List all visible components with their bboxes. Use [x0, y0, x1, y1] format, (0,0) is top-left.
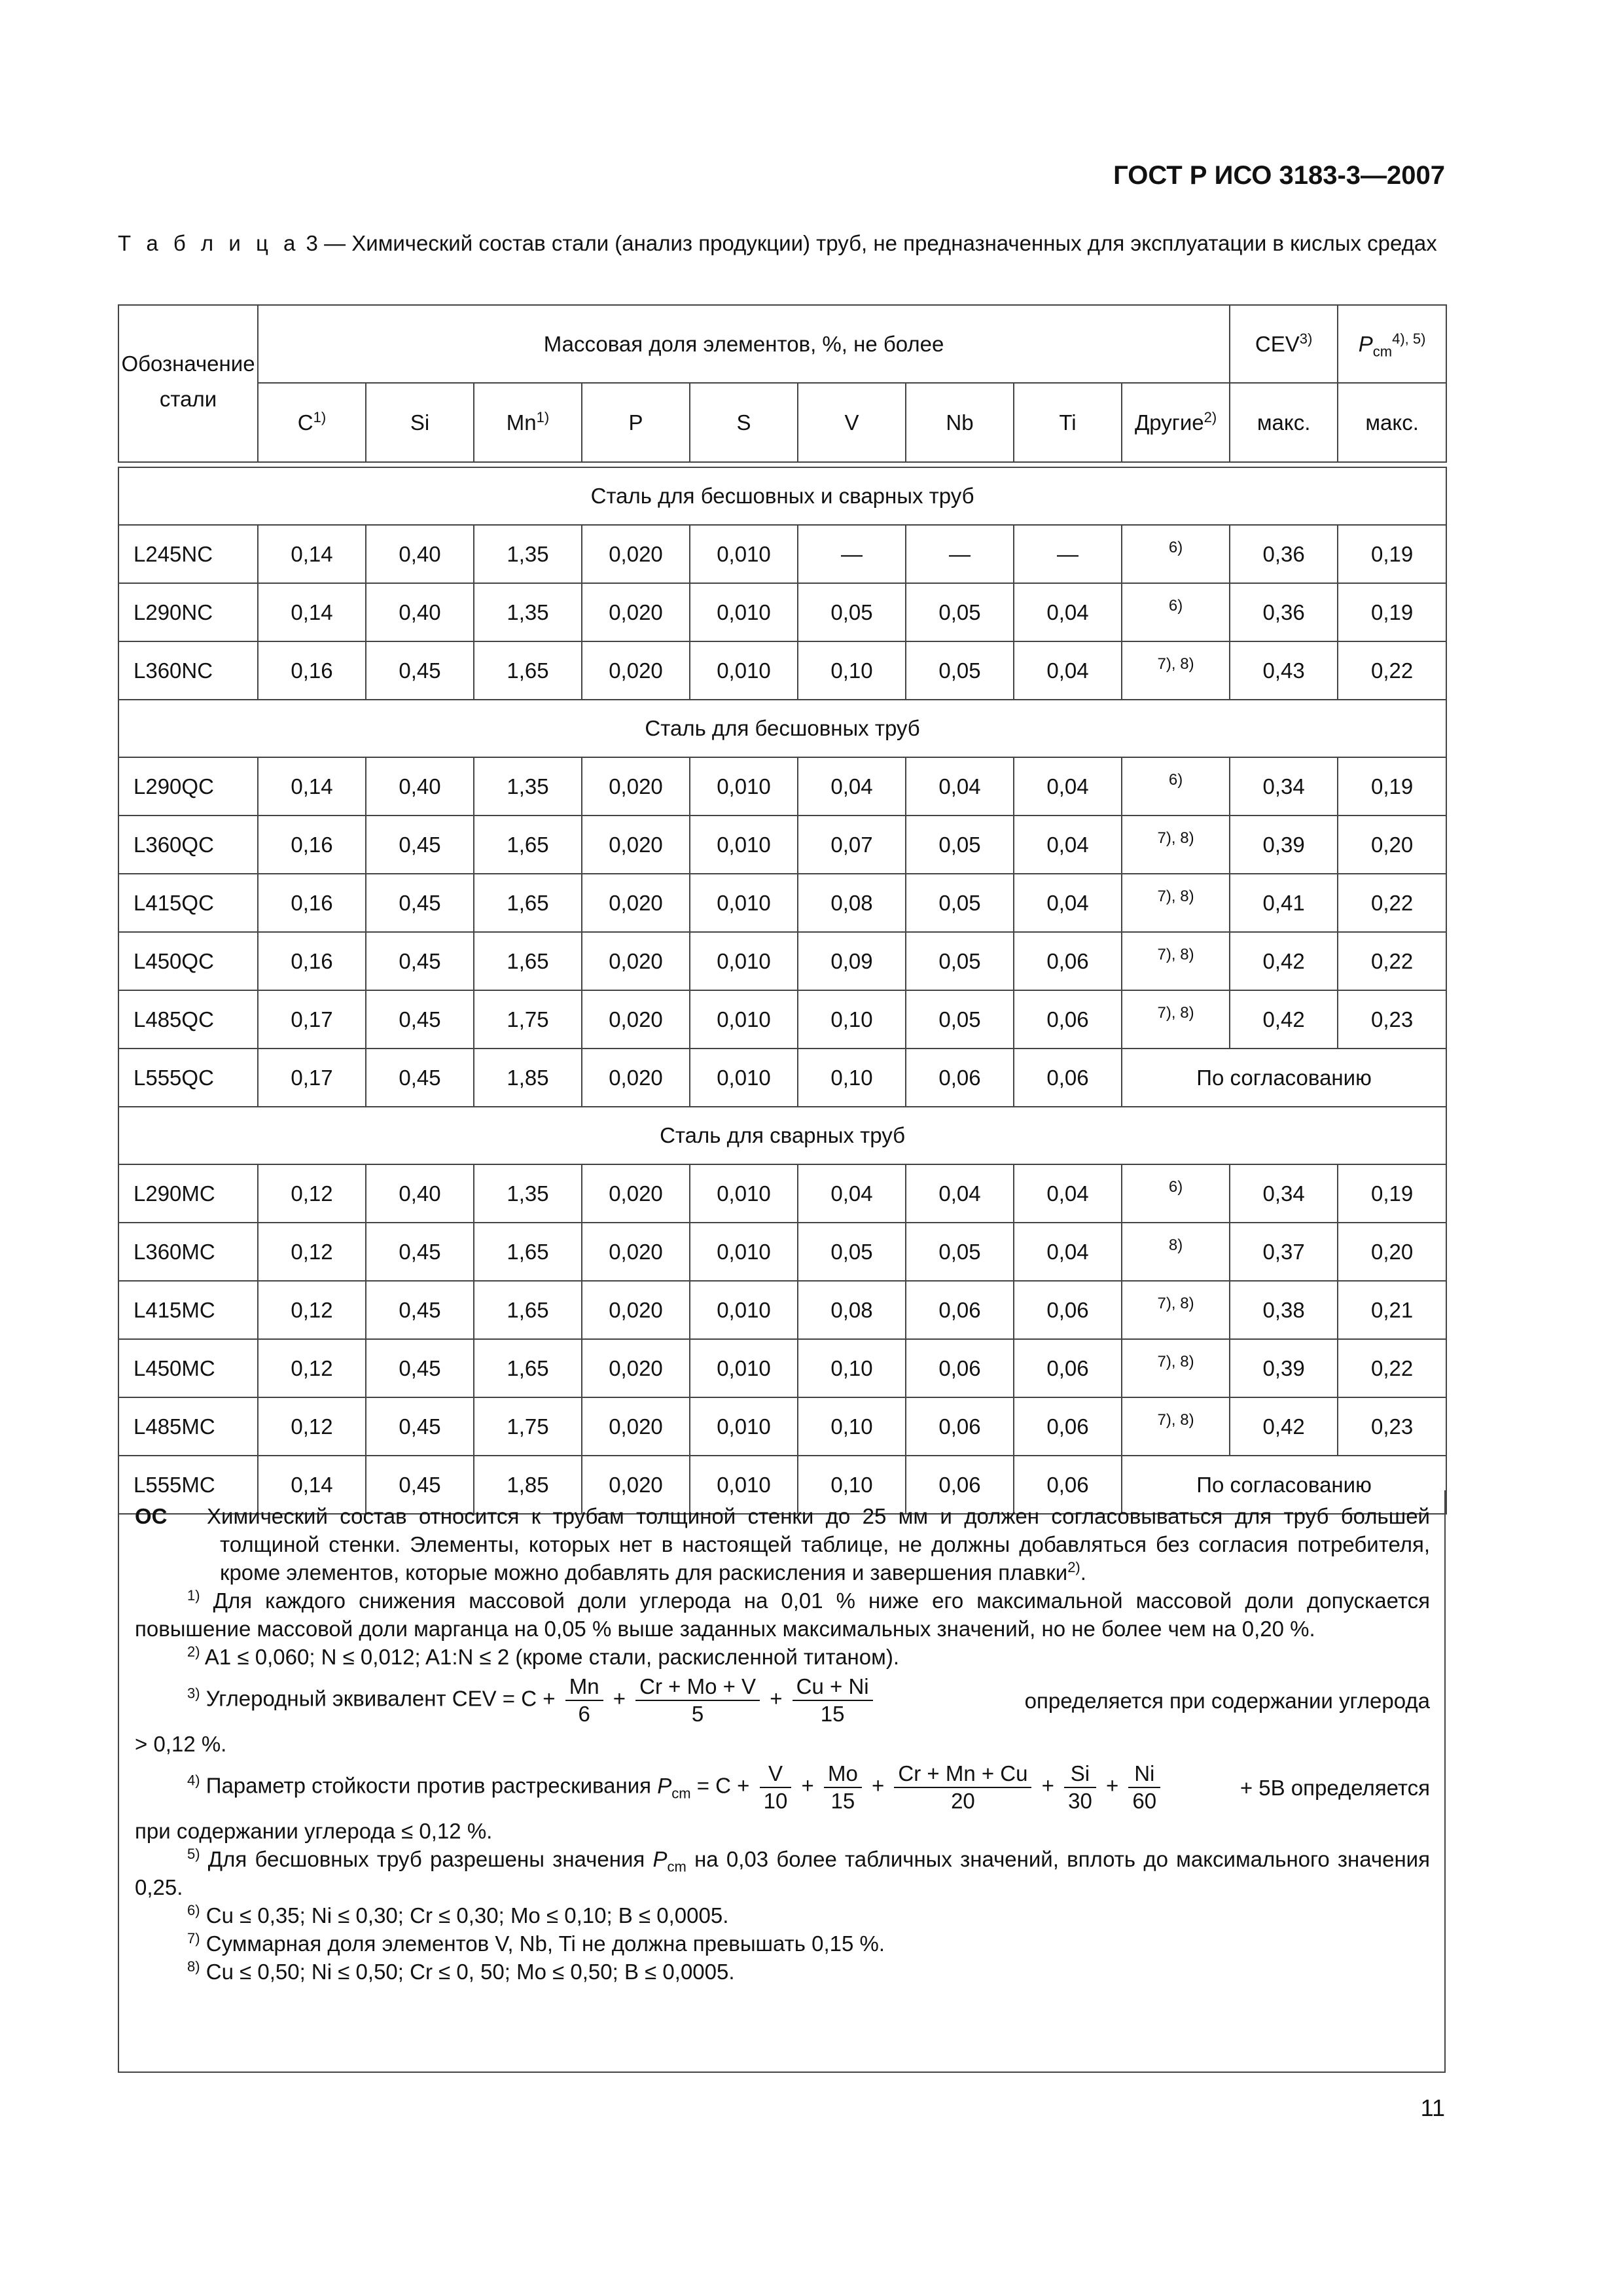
table-caption — [118, 229, 1445, 257]
footnote-8: $^{8)}$ Cu ≤ 0,50; Ni ≤ 0,50; Cr ≤ 0, 50; Mo ≤ 0,50; B ≤ 0,0005. — [187, 1958, 735, 1984]
cell-nb: 0,05 — [906, 874, 1014, 932]
fraction: $\frac{Cr + Mn + Cu}{20}$ — [894, 1761, 1031, 1814]
table-row — [118, 932, 1446, 990]
cell-ti: 0,04 — [1014, 757, 1122, 816]
section-row — [118, 1107, 1446, 1164]
cell-cev: 0,41 — [1230, 874, 1338, 932]
cell-ti: 0,06 — [1014, 932, 1122, 990]
cell-v: 0,10 — [798, 1049, 906, 1107]
cell-si: 0,45 — [366, 1223, 474, 1281]
cell-mn: 1,75 — [474, 990, 582, 1049]
table-row — [118, 1049, 1446, 1107]
header-element: V — [798, 383, 906, 462]
cell-pcm: 0,19 — [1338, 757, 1446, 816]
fraction: $\frac{Mo}{15}$ — [824, 1761, 862, 1814]
cell-ti: 0,06 — [1014, 1397, 1122, 1456]
cell-s: 0,010 — [690, 525, 798, 583]
cell-mn: 1,35 — [474, 525, 582, 583]
composition-table — [118, 304, 1447, 1515]
cell-pcm: 0,19 — [1338, 1164, 1446, 1223]
steel-designation: L290QC — [118, 757, 258, 816]
cell-v: — — [798, 525, 906, 583]
cell-c: 0,14 — [258, 1456, 366, 1514]
cell-other — [1122, 757, 1230, 816]
header-element: Si — [366, 383, 474, 462]
cell-s: 0,010 — [690, 816, 798, 874]
fraction: $\frac{Mn}{6}$ — [565, 1674, 603, 1727]
steel-designation: L290MC — [118, 1164, 258, 1223]
table-row — [118, 757, 1446, 816]
steel-designation: L360QC — [118, 816, 258, 874]
cell-nb: 0,06 — [906, 1339, 1014, 1397]
cell-mn: 1,65 — [474, 1339, 582, 1397]
section-title: Сталь для сварных труб — [118, 1107, 1446, 1164]
separator-cell — [118, 462, 1446, 467]
cell-other-footnote: 6) — [1168, 1178, 1183, 1196]
cell-cev: 0,38 — [1230, 1281, 1338, 1339]
cell-p: 0,020 — [582, 525, 690, 583]
cell-si: 0,40 — [366, 525, 474, 583]
cell-c: 0,12 — [258, 1339, 366, 1397]
cell-c: 0,16 — [258, 641, 366, 700]
steel-designation: L415QC — [118, 874, 258, 932]
cell-v: 0,10 — [798, 990, 906, 1049]
cell-mn: 1,65 — [474, 1223, 582, 1281]
table-row — [118, 525, 1446, 583]
cell-si: 0,45 — [366, 641, 474, 700]
cell-v: 0,10 — [798, 1339, 906, 1397]
cell-other-footnote: 6) — [1168, 771, 1183, 789]
cell-nb: 0,05 — [906, 932, 1014, 990]
cell-p: 0,020 — [582, 641, 690, 700]
table-notes — [118, 1490, 1446, 2073]
cell-p: 0,020 — [582, 1049, 690, 1107]
cell-ti: 0,06 — [1014, 1281, 1122, 1339]
cell-ti: — — [1014, 525, 1122, 583]
cell-cev: 0,36 — [1230, 583, 1338, 641]
cell-si: 0,45 — [366, 816, 474, 874]
footnote-2: $^{2)}$ A1 ≤ 0,060; N ≤ 0,012; A1:N ≤ 2 (кроме стали, раскисленной титаном). — [187, 1643, 899, 1669]
cell-mn: 1,65 — [474, 816, 582, 874]
cell-s: 0,010 — [690, 1223, 798, 1281]
steel-designation: L485QC — [118, 990, 258, 1049]
cell-mn: 1,35 — [474, 757, 582, 816]
cell-ti: 0,06 — [1014, 1339, 1122, 1397]
steel-designation: L555MC — [118, 1456, 258, 1514]
fraction: $\frac{Cr + Mo + V}{5}$ — [635, 1674, 760, 1727]
cell-p: 0,020 — [582, 1397, 690, 1456]
cell-mn: 1,65 — [474, 1281, 582, 1339]
cell-p: 0,020 — [582, 874, 690, 932]
cell-nb: 0,04 — [906, 1164, 1014, 1223]
cell-si: 0,40 — [366, 757, 474, 816]
header-element: Mn$^{1)}$ — [474, 383, 582, 462]
cell-pcm: 0,22 — [1338, 874, 1446, 932]
fraction: $\frac{Cu + Ni}{15}$ — [793, 1674, 873, 1727]
cell-c: 0,12 — [258, 1223, 366, 1281]
cell-other-footnote: 8) — [1168, 1236, 1183, 1254]
cell-si: 0,45 — [366, 1339, 474, 1397]
steel-designation: L555QC — [118, 1049, 258, 1107]
table-row — [118, 1223, 1446, 1281]
cell-cev: 0,39 — [1230, 1339, 1338, 1397]
cell-ti: 0,06 — [1014, 1049, 1122, 1107]
header-separator — [118, 462, 1446, 467]
cell-nb: 0,06 — [906, 1049, 1014, 1107]
cell-mn: 1,35 — [474, 583, 582, 641]
cell-cev: 0,42 — [1230, 932, 1338, 990]
caption-number: 3 — [306, 231, 318, 255]
cell-other — [1122, 990, 1230, 1049]
cell-s: 0,010 — [690, 932, 798, 990]
cell-si: 0,45 — [366, 932, 474, 990]
cell-si: 0,45 — [366, 874, 474, 932]
cell-nb: 0,05 — [906, 990, 1014, 1049]
cell-mn: 1,85 — [474, 1049, 582, 1107]
header-max-cev: макс. — [1230, 383, 1338, 462]
cell-c: 0,16 — [258, 874, 366, 932]
cell-nb: 0,05 — [906, 583, 1014, 641]
table-row — [118, 874, 1446, 932]
cell-cev: 0,37 — [1230, 1223, 1338, 1281]
cell-mn: 1,65 — [474, 932, 582, 990]
fraction: $\frac{V}{10}$ — [760, 1761, 792, 1814]
cell-p: 0,020 — [582, 1281, 690, 1339]
cell-si: 0,40 — [366, 583, 474, 641]
header-element: Ti — [1014, 383, 1122, 462]
cell-ti: 0,04 — [1014, 1223, 1122, 1281]
steel-designation: L360MC — [118, 1223, 258, 1281]
table-row — [118, 583, 1446, 641]
steel-designation: L290NC — [118, 583, 258, 641]
header-element: P — [582, 383, 690, 462]
cell-cev: 0,42 — [1230, 990, 1338, 1049]
footnote-4: $^{4)}$ Параметр стойкости против растрескивания $P_{cm} = C$ + $\frac{V}{10}$ + $\frac{Mo}{15}$ + $\frac{Cr + Mn + Cu}{20}$ + $\frac{Si}{30}$ + $\frac{Ni}{60}$ + 5B определяется — [187, 1761, 1430, 1813]
steel-designation: L450MC — [118, 1339, 258, 1397]
header-pcm: $P_{cm}^{4), 5)}$ — [1338, 305, 1446, 383]
cell-p: 0,020 — [582, 1223, 690, 1281]
cell-by-agreement: По согласованию — [1122, 1456, 1446, 1514]
fraction: $\frac{Si}{30}$ — [1064, 1761, 1096, 1814]
cell-cev: 0,34 — [1230, 757, 1338, 816]
cell-other-footnote: 7), 8) — [1157, 829, 1194, 847]
header-designation: Обозначение стали — [118, 305, 258, 462]
cell-mn: 1,65 — [474, 874, 582, 932]
footnote-7: $^{7)}$ Суммарная доля элементов V, Nb, Ti не должна превышать 0,15 %. — [187, 1930, 885, 1956]
header-element: Nb — [906, 383, 1014, 462]
cell-other — [1122, 816, 1230, 874]
cell-s: 0,010 — [690, 641, 798, 700]
cell-other-footnote: 7), 8) — [1157, 1295, 1194, 1312]
steel-designation: L450QC — [118, 932, 258, 990]
cell-nb: 0,04 — [906, 757, 1014, 816]
header-max-pcm: макс. — [1338, 383, 1446, 462]
cell-si: 0,40 — [366, 1164, 474, 1223]
table-row — [118, 1339, 1446, 1397]
steel-designation: L415MC — [118, 1281, 258, 1339]
cell-v: 0,10 — [798, 1456, 906, 1514]
table-row — [118, 1397, 1446, 1456]
cell-si: 0,45 — [366, 1456, 474, 1514]
footnote-1: $^{1)}$ Для каждого снижения массовой доли углерода на 0,01 % ниже его максимальной массовой доли допускается повышение массовой доли марганца на 0,05 % выше заданных максимальных значений, но не более чем на 0,20 %. — [135, 1587, 1430, 1641]
cell-pcm: 0,19 — [1338, 583, 1446, 641]
cell-p: 0,020 — [582, 757, 690, 816]
cell-s: 0,010 — [690, 1456, 798, 1514]
header-element: S — [690, 383, 798, 462]
cell-cev: 0,43 — [1230, 641, 1338, 700]
cell-pcm: 0,20 — [1338, 1223, 1446, 1281]
cell-s: 0,010 — [690, 990, 798, 1049]
cell-pcm: 0,23 — [1338, 990, 1446, 1049]
steel-designation: L245NC — [118, 525, 258, 583]
document-code: ГОСТ Р ИСО 3183-3—2007 — [1113, 161, 1445, 190]
cell-nb: 0,05 — [906, 1223, 1014, 1281]
cell-other — [1122, 874, 1230, 932]
cell-other-footnote: 7), 8) — [1157, 946, 1194, 963]
cell-si: 0,45 — [366, 1281, 474, 1339]
cell-s: 0,010 — [690, 874, 798, 932]
cell-nb: 0,05 — [906, 816, 1014, 874]
cell-other — [1122, 1223, 1230, 1281]
cell-v: 0,08 — [798, 1281, 906, 1339]
cell-ti: 0,06 — [1014, 990, 1122, 1049]
caption-text: — Химический состав стали (анализ продукции) труб, не предназначенных для эксплуатации в кислых средах — [317, 231, 1437, 255]
cell-p: 0,020 — [582, 990, 690, 1049]
cell-pcm: 0,22 — [1338, 932, 1446, 990]
cell-p: 0,020 — [582, 1339, 690, 1397]
cell-c: 0,14 — [258, 525, 366, 583]
footnote-3: $^{3)}$ Углеродный эквивалент CEV = C + $\frac{Mn}{6}$ + $\frac{Cr + Mo + V}{5}$ + $\frac{Cu + Ni}{15}$ определяется при содержании углерода — [187, 1674, 1430, 1726]
footnote-5: $^{5)}$ Для бесшовных труб разрешены значения $P_{cm}$ на 0,03 более табличных значений, вплоть до максимального значения 0,25. — [135, 1846, 1430, 1899]
cell-pcm: 0,22 — [1338, 1339, 1446, 1397]
cell-cev: 0,39 — [1230, 816, 1338, 874]
cell-c: 0,16 — [258, 816, 366, 874]
steel-designation: L485MC — [118, 1397, 258, 1456]
footnote-3-tail: > 0,12 %. — [135, 1732, 227, 1756]
table-row — [118, 1164, 1446, 1223]
cell-pcm: 0,23 — [1338, 1397, 1446, 1456]
footnote-6: $^{6)}$ Cu ≤ 0,35; Ni ≤ 0,30; Cr ≤ 0,30; Mo ≤ 0,10; B ≤ 0,0005. — [187, 1902, 729, 1928]
note-oc: ОС Химический состав относится к трубам толщиной стенки до 25 мм и должен согласовываться для труб большей толщиной стенки. Элементы, которых нет в настоящей таблице, не должны добавляться без согласия потребителя, кроме элементов, которые можно добавлять для раскисления и завершения плавки$^{2)}$. — [135, 1502, 1430, 1587]
cell-other-footnote: 7), 8) — [1157, 888, 1194, 905]
section-row — [118, 467, 1446, 525]
page-number: 11 — [1420, 2094, 1445, 2121]
cell-s: 0,010 — [690, 1339, 798, 1397]
cell-s: 0,010 — [690, 1049, 798, 1107]
cell-other — [1122, 932, 1230, 990]
cell-p: 0,020 — [582, 816, 690, 874]
cell-nb: 0,06 — [906, 1397, 1014, 1456]
footnote-4-tail: при содержании углерода ≤ 0,12 %. — [135, 1819, 493, 1843]
cell-v: 0,10 — [798, 1397, 906, 1456]
cell-s: 0,010 — [690, 583, 798, 641]
cell-mn: 1,65 — [474, 641, 582, 700]
cell-p: 0,020 — [582, 583, 690, 641]
cell-p: 0,020 — [582, 932, 690, 990]
cell-si: 0,45 — [366, 990, 474, 1049]
cell-ti: 0,04 — [1014, 816, 1122, 874]
cell-s: 0,010 — [690, 1397, 798, 1456]
cell-other-footnote: 6) — [1168, 597, 1183, 615]
cell-cev: 0,34 — [1230, 1164, 1338, 1223]
cell-ti: 0,04 — [1014, 1164, 1122, 1223]
section-title: Сталь для бесшовных труб — [118, 700, 1446, 757]
cell-c: 0,17 — [258, 1049, 366, 1107]
cell-s: 0,010 — [690, 1281, 798, 1339]
cell-pcm: 0,20 — [1338, 816, 1446, 874]
cell-other-footnote: 7), 8) — [1157, 655, 1194, 673]
cell-ti: 0,04 — [1014, 641, 1122, 700]
cell-c: 0,12 — [258, 1281, 366, 1339]
cell-other — [1122, 1281, 1230, 1339]
cell-si: 0,45 — [366, 1397, 474, 1456]
cell-c: 0,17 — [258, 990, 366, 1049]
cell-c: 0,16 — [258, 932, 366, 990]
cell-nb: 0,05 — [906, 641, 1014, 700]
cell-c: 0,14 — [258, 583, 366, 641]
cell-cev: 0,42 — [1230, 1397, 1338, 1456]
cell-s: 0,010 — [690, 757, 798, 816]
cell-ti: 0,06 — [1014, 1456, 1122, 1514]
table-row — [118, 1281, 1446, 1339]
cell-pcm: 0,19 — [1338, 525, 1446, 583]
header-element: $C^{1)}$ — [258, 383, 366, 462]
cell-other — [1122, 525, 1230, 583]
cell-mn: 1,35 — [474, 1164, 582, 1223]
section-row — [118, 700, 1446, 757]
header-mass-fraction: Массовая доля элементов, %, не более — [258, 305, 1230, 383]
steel-designation: L360NC — [118, 641, 258, 700]
cell-other — [1122, 1164, 1230, 1223]
cell-other-footnote: 6) — [1168, 539, 1183, 556]
header-cev: CEV$^{3)}$ — [1230, 305, 1338, 383]
cell-c: 0,14 — [258, 757, 366, 816]
cell-other — [1122, 583, 1230, 641]
cell-v: 0,09 — [798, 932, 906, 990]
header-element: Другие$^{2)}$ — [1122, 383, 1230, 462]
cell-si: 0,45 — [366, 1049, 474, 1107]
cell-c: 0,12 — [258, 1164, 366, 1223]
section-title: Сталь для бесшовных и сварных труб — [118, 467, 1446, 525]
cell-ti: 0,04 — [1014, 874, 1122, 932]
cell-v: 0,04 — [798, 757, 906, 816]
cell-v: 0,10 — [798, 641, 906, 700]
cell-other-footnote: 7), 8) — [1157, 1353, 1194, 1371]
cell-nb: — — [906, 525, 1014, 583]
cell-other — [1122, 641, 1230, 700]
cell-cev: 0,36 — [1230, 525, 1338, 583]
cell-ti: 0,04 — [1014, 583, 1122, 641]
cell-v: 0,07 — [798, 816, 906, 874]
note-oc-label: ОС — [135, 1504, 168, 1528]
cell-other — [1122, 1397, 1230, 1456]
cell-v: 0,05 — [798, 1223, 906, 1281]
cell-other — [1122, 1339, 1230, 1397]
cell-v: 0,08 — [798, 874, 906, 932]
cell-nb: 0,06 — [906, 1281, 1014, 1339]
cell-other-footnote: 7), 8) — [1157, 1004, 1194, 1022]
cell-nb: 0,06 — [906, 1456, 1014, 1514]
table-row — [118, 641, 1446, 700]
cell-other-footnote: 7), 8) — [1157, 1411, 1194, 1429]
cell-v: 0,04 — [798, 1164, 906, 1223]
caption-label: Т а б л и ц а — [118, 231, 300, 255]
cell-s: 0,010 — [690, 1164, 798, 1223]
cell-by-agreement: По согласованию — [1122, 1049, 1446, 1107]
cell-p: 0,020 — [582, 1456, 690, 1514]
cell-c: 0,12 — [258, 1397, 366, 1456]
table-row — [118, 816, 1446, 874]
cell-v: 0,05 — [798, 583, 906, 641]
cell-mn: 1,75 — [474, 1397, 582, 1456]
cell-mn: 1,85 — [474, 1456, 582, 1514]
table-row — [118, 990, 1446, 1049]
cell-pcm: 0,21 — [1338, 1281, 1446, 1339]
cell-p: 0,020 — [582, 1164, 690, 1223]
fraction: $\frac{Ni}{60}$ — [1128, 1761, 1160, 1814]
cell-pcm: 0,22 — [1338, 641, 1446, 700]
